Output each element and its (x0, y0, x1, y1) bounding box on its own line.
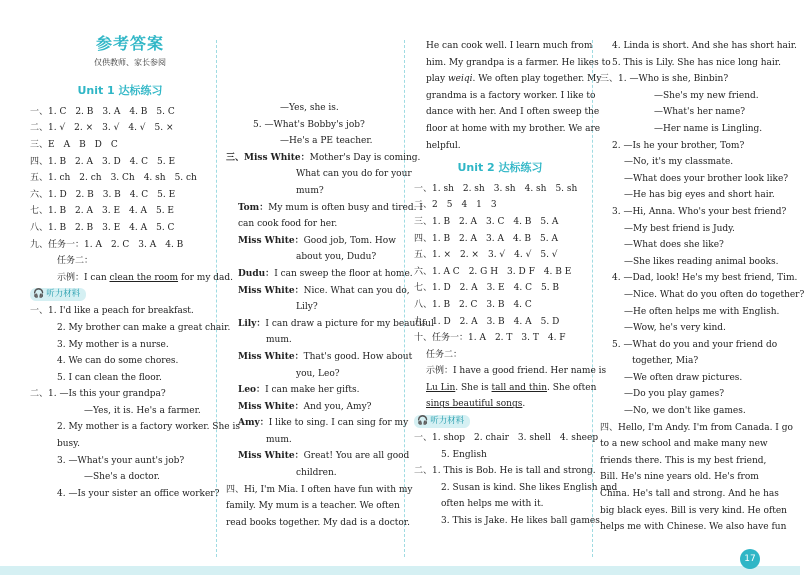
unit-heading: Unit 1 达标练习 (77, 84, 163, 98)
answer-line: 示例：I can clean the room for my dad. (57, 272, 234, 283)
script-line: 四、Hello, I'm Andy. I'm from Canada. I go (600, 422, 793, 433)
answer-line: 示例：I have a good friend. Her name is (426, 366, 607, 377)
script-line: busy. (57, 439, 80, 450)
script-line: together, Mia? (632, 356, 699, 367)
script-line: —He's a PE teacher. (280, 136, 373, 147)
answer-line: 四、1. B 2. A 3. D 4. C 5. E (30, 156, 176, 167)
dialogue-line: Lily：I can draw a picture for my beautiful (238, 318, 434, 329)
script-line: 二、1. This is Bob. He is tall and strong. (414, 466, 596, 477)
script-line: 一、1. shop 2. chair 3. shell 4. sheep (414, 433, 599, 444)
script-line: 5. —What's Bobby's job? (253, 119, 365, 130)
script-line: —We often draw pictures. (624, 372, 743, 383)
script-line: dance with her. And I often sweep the (426, 107, 600, 118)
answer-line: 九、任务一：1. A 2. C 3. A 4. B (30, 239, 184, 250)
column-1 (30, 34, 240, 502)
script-line: —My best friend is Judy. (624, 223, 735, 234)
script-line: —He has big eyes and short hair. (624, 190, 775, 201)
answer-line: 一、1. sh 2. sh 3. sh 4. sh 5. sh (414, 183, 578, 194)
dialogue-line: Leo：I can make her gifts. (238, 385, 360, 396)
column-3 (414, 38, 618, 530)
script-line: grandma is a factory worker. I like to (426, 90, 596, 101)
answer-line: 八、1. B 2. C 3. B 4. C (414, 299, 532, 310)
answer-line: 六、1. A C 2. G H 3. D F 4. B E (414, 266, 572, 277)
page-number: 17 (740, 549, 760, 569)
column-2 (226, 100, 434, 531)
answer-line: 三、E A B D C (30, 139, 118, 150)
script-line: Bill. He's nine years old. He's from (600, 472, 759, 483)
script-line: 3. This is Jake. He likes ball games. (441, 516, 603, 527)
dialogue-line: Lily? (296, 302, 318, 313)
script-line: 2. —Is he your brother, Tom? (612, 140, 745, 151)
script-line: —What's her name? (654, 107, 746, 118)
script-line: —She's a doctor. (84, 472, 160, 483)
dialogue-line: 三、Miss White：Mother's Day is coming. (226, 152, 421, 163)
dialogue-line: Miss White：Good job, Tom. How (238, 235, 396, 246)
script-line: floor at home with my brother. We are (426, 123, 601, 134)
script-line: helps me with Chinese. We also have fun (600, 522, 787, 533)
script-line: 2. My brother can make a great chair. (57, 322, 231, 333)
script-line: read books together. My dad is a doctor. (226, 517, 410, 528)
answer-line: 五、1. × 2. × 3. √ 4. √ 5. √ (414, 250, 558, 261)
script-line: 4. —Dad, look! He's my best friend, Tim. (612, 273, 798, 284)
script-line: —Yes, she is. (280, 103, 339, 113)
script-line: 3. My mother is a nurse. (57, 339, 169, 350)
script-line: —She's my new friend. (654, 90, 759, 101)
headphones-icon: 🎧 (33, 289, 45, 300)
listening-material-label: 🎧 听力材料 (414, 413, 586, 430)
script-line: helpful. (426, 140, 461, 151)
dialogue-line: you, Leo? (296, 368, 340, 379)
answer-line: 九、1. D 2. A 3. B 4. A 5. D (414, 316, 560, 327)
script-line: play weiqi. We often play together. My (426, 74, 602, 85)
dialogue-line: Miss White：Nice. What can you do, (238, 285, 410, 296)
footer-bar (0, 566, 800, 575)
script-line: —Wow, he's very kind. (624, 323, 726, 334)
dialogue-line: Miss White：That's good. How about (238, 351, 413, 362)
dialogue-line: mum. (266, 335, 292, 346)
column-divider (216, 40, 217, 557)
script-line: 3. —What's your aunt's job? (57, 455, 185, 466)
answer-line: sings beautiful songs. (426, 399, 526, 410)
script-line: He can cook well. I learn much from (426, 41, 593, 51)
dialogue-line: can cook food for her. (238, 219, 338, 230)
script-line: often helps me with it. (441, 499, 544, 510)
answer-line: 十、任务一：1. A 2. T 3. T 4. F (414, 333, 566, 344)
script-line: big black eyes. Bill is very kind. He often (600, 505, 787, 516)
answer-line: 二、1. √ 2. × 3. √ 4. √ 5. × (30, 123, 174, 134)
script-line: 2. Susan is kind. She likes English and (441, 482, 618, 493)
dialogue-line: about you, Dudu? (296, 252, 377, 263)
dialogue-line: What can you do for your (296, 169, 412, 180)
script-line: to a new school and make many new (600, 439, 768, 450)
script-line: 5. I can clean the floor. (57, 372, 162, 383)
answer-line: 二、2 5 4 1 3 (414, 200, 497, 211)
column-4 (600, 38, 804, 536)
dialogue-line: Dudu：I can sweep the floor at home. (238, 268, 413, 279)
dialogue-line: Amy：I like to sing. I can sing for my (238, 418, 409, 429)
script-line: 4. Linda is short. And she has short hair. (612, 41, 797, 51)
script-line: —Do you play games? (624, 389, 725, 400)
script-line: —Her name is Lingling. (654, 123, 763, 134)
headphones-icon: 🎧 (417, 416, 429, 427)
script-line: —Yes, it is. He's a farmer. (84, 405, 201, 416)
dialogue-line: mum. (266, 434, 292, 445)
script-line: 3. —Hi, Anna. Who's your best friend? (612, 206, 787, 217)
answer-line: 任务二： (426, 349, 463, 360)
script-line: 二、1. —Is this your grandpa? (30, 389, 166, 400)
script-line: 4. We can do some chores. (57, 356, 179, 367)
script-line: —What does she like? (624, 240, 724, 251)
script-line: 5. English (441, 449, 487, 460)
answer-line: 一、1. C 2. B 3. A 4. B 5. C (30, 106, 175, 117)
script-line: China. He's tall and strong. And he has (600, 489, 779, 500)
answer-line: 八、1. B 2. B 3. E 4. A 5. C (30, 222, 175, 233)
script-line: 5. —What do you and your friend do (612, 339, 778, 350)
answer-line: Lu Lin. She is tall and thin. She often (426, 382, 597, 393)
script-line: —What does your brother look like? (624, 173, 789, 184)
dialogue-line: Miss White：And you, Amy? (238, 401, 372, 412)
script-line: —No, it's my classmate. (624, 157, 734, 168)
script-line: —Nice. What do you often do together? (624, 289, 804, 300)
script-line: 三、1. —Who is she, Binbin? (600, 74, 729, 85)
unit-heading: Unit 2 达标练习 (457, 161, 543, 175)
script-line: —No, we don't like games. (624, 406, 746, 417)
answer-line: 六、1. D 2. B 3. B 4. C 5. E (30, 189, 176, 200)
answer-line: 五、1. ch 2. ch 3. Ch 4. sh 5. ch (30, 173, 197, 184)
answer-line: 七、1. D 2. A 3. E 4. C 5. B (414, 283, 560, 294)
script-line: 四、Hi, I'm Mia. I often have fun with my (226, 484, 413, 495)
page-title: 参考答案 (95, 34, 164, 53)
answer-line: 三、1. B 2. A 3. C 4. B 5. A (414, 216, 559, 227)
answer-line: 任务二： (57, 256, 94, 267)
script-line: —She likes reading animal books. (624, 256, 779, 267)
dialogue-line: mum? (296, 185, 324, 196)
listening-material-label: 🎧 听力材料 (30, 286, 210, 303)
script-line: family. My mum is a teacher. We often (226, 501, 400, 512)
script-line: him. My grandpa is a farmer. He likes to (426, 57, 611, 68)
dialogue-line: children. (296, 468, 337, 479)
dialogue-line: Tom：My mum is often busy and tired. I (238, 202, 423, 213)
page-subtitle: 仅供教师、家长参阅 (94, 57, 166, 67)
script-line: friends there. This is my best friend, (600, 455, 767, 466)
answer-line: 四、1. B 2. A 3. A 4. B 5. A (414, 233, 558, 244)
script-line: 2. My mother is a factory worker. She is (57, 422, 240, 433)
script-line: 一、1. I'd like a peach for breakfast. (30, 306, 194, 317)
script-line: 4. —Is your sister an office worker? (57, 488, 220, 499)
script-line: 5. This is Lily. She has nice long hair. (612, 57, 781, 68)
answer-line: 七、1. B 2. A 3. E 4. A 5. E (30, 206, 174, 217)
dialogue-line: Miss White：Great! You are all good (238, 451, 410, 462)
script-line: —He often helps me with English. (624, 306, 780, 317)
